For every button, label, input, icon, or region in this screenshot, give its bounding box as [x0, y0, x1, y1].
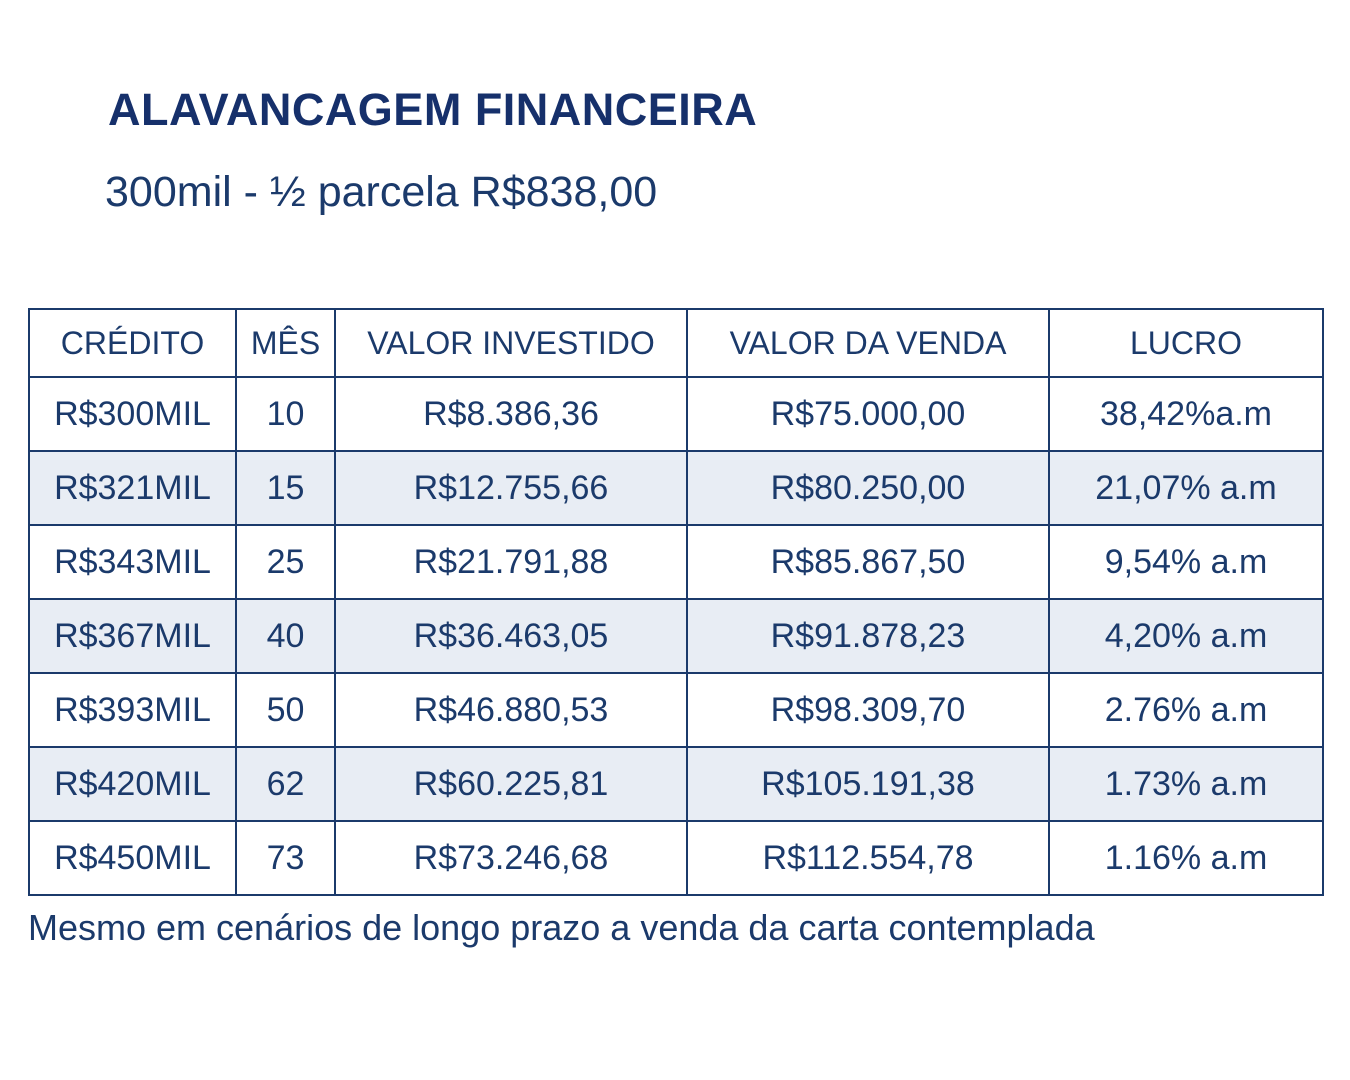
cell-mes: 73: [236, 821, 335, 895]
cell-valor-investido: R$12.755,66: [335, 451, 687, 525]
cell-mes: 50: [236, 673, 335, 747]
cell-mes: 40: [236, 599, 335, 673]
cell-valor-investido: R$46.880,53: [335, 673, 687, 747]
cell-lucro: 38,42%a.m: [1049, 377, 1323, 451]
table-row: [29, 599, 1323, 673]
table-row: [29, 747, 1323, 821]
cell-valor-da-venda: R$80.250,00: [687, 451, 1049, 525]
column-header-valor-da-venda: VALOR DA VENDA: [687, 309, 1049, 377]
table-row: [29, 821, 1323, 895]
cell-lucro: 21,07% a.m: [1049, 451, 1323, 525]
cell-lucro: 1.73% a.m: [1049, 747, 1323, 821]
column-header-mes: MÊS: [236, 309, 335, 377]
table-row: [29, 525, 1323, 599]
cell-credito: R$393MIL: [29, 673, 236, 747]
table-row: [29, 673, 1323, 747]
cell-credito: R$420MIL: [29, 747, 236, 821]
cell-credito: R$321MIL: [29, 451, 236, 525]
cell-valor-investido: R$21.791,88: [335, 525, 687, 599]
cell-valor-da-venda: R$85.867,50: [687, 525, 1049, 599]
table-header-row: [29, 309, 1323, 377]
column-header-lucro: LUCRO: [1049, 309, 1323, 377]
cell-valor-da-venda: R$98.309,70: [687, 673, 1049, 747]
cell-credito: R$343MIL: [29, 525, 236, 599]
table-body: [29, 377, 1323, 895]
cell-mes: 25: [236, 525, 335, 599]
cell-mes: 15: [236, 451, 335, 525]
table-header: [29, 309, 1323, 377]
cell-valor-da-venda: R$75.000,00: [687, 377, 1049, 451]
table-row: [29, 377, 1323, 451]
cell-lucro: 4,20% a.m: [1049, 599, 1323, 673]
cell-lucro: 1.16% a.m: [1049, 821, 1323, 895]
cell-credito: R$300MIL: [29, 377, 236, 451]
cell-valor-investido: R$8.386,36: [335, 377, 687, 451]
cell-valor-investido: R$60.225,81: [335, 747, 687, 821]
cell-credito: R$450MIL: [29, 821, 236, 895]
cell-valor-investido: R$73.246,68: [335, 821, 687, 895]
cell-lucro: 9,54% a.m: [1049, 525, 1323, 599]
page-title: ALAVANCAGEM FINANCEIRA: [108, 84, 758, 135]
column-header-valor-investido: VALOR INVESTIDO: [335, 309, 687, 377]
cell-valor-da-venda: R$112.554,78: [687, 821, 1049, 895]
cell-lucro: 2.76% a.m: [1049, 673, 1323, 747]
cell-valor-investido: R$36.463,05: [335, 599, 687, 673]
cell-mes: 62: [236, 747, 335, 821]
page-subtitle: 300mil - ½ parcela R$838,00: [105, 168, 658, 216]
column-header-credito: CRÉDITO: [29, 309, 236, 377]
cell-valor-da-venda: R$91.878,23: [687, 599, 1049, 673]
cell-credito: R$367MIL: [29, 599, 236, 673]
cell-mes: 10: [236, 377, 335, 451]
table-row: [29, 451, 1323, 525]
leverage-table: [28, 308, 1324, 896]
footnote-text: Mesmo em cenários de longo prazo a venda da carta contemplada: [28, 907, 1095, 948]
cell-valor-da-venda: R$105.191,38: [687, 747, 1049, 821]
